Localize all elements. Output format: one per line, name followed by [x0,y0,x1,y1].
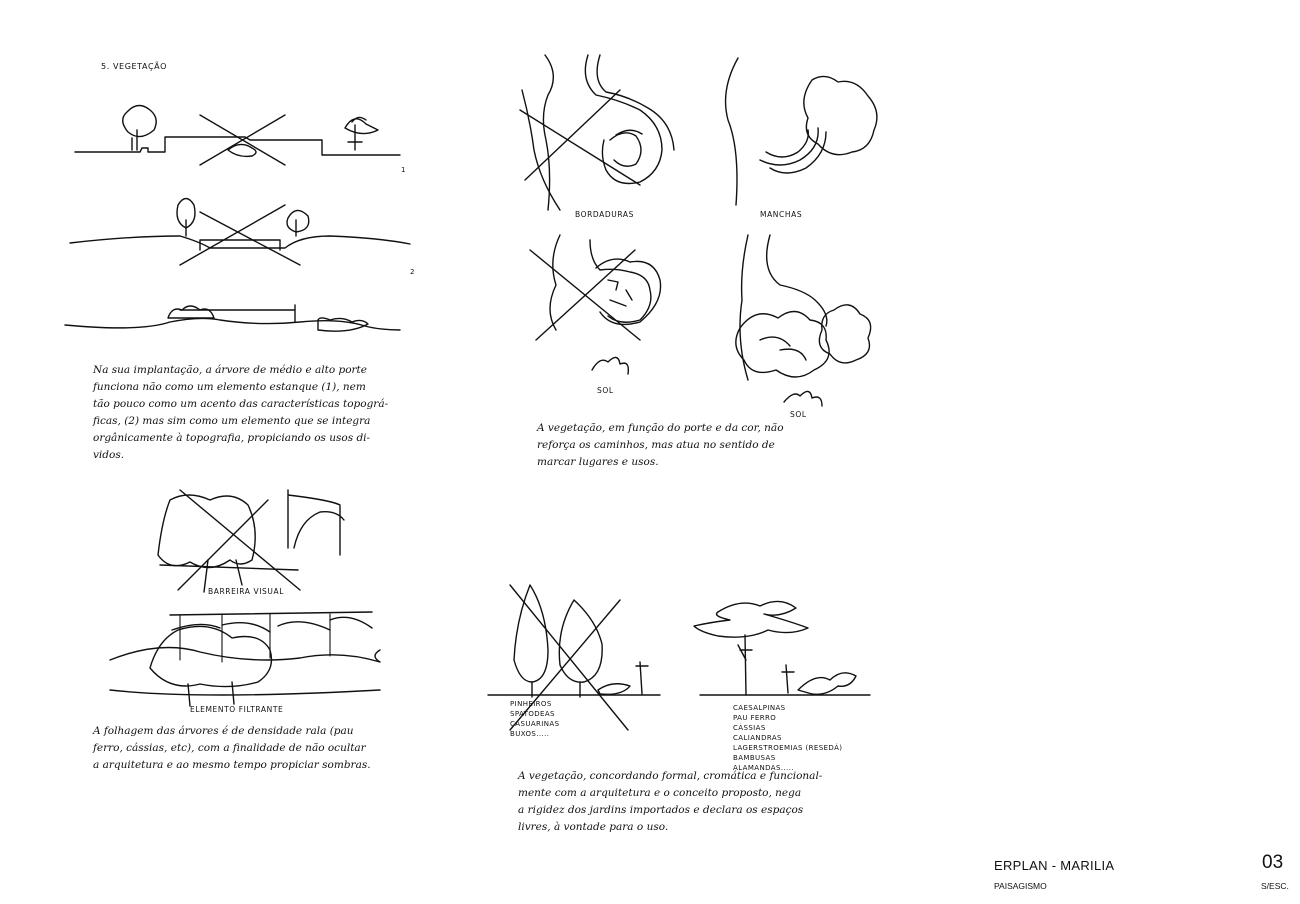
sketch-bordaduras [520,55,674,210]
species-item: PAU FERRO [733,714,777,722]
paragraph-line: livres, à vontade para o uso. [518,821,669,833]
paragraph-line: ficas, (2) mas sim como um elemento que se integra [93,415,371,427]
paragraph-folhagem [93,723,413,774]
label-barreira-visual: BARREIRA VISUAL [208,587,284,596]
sketch-mancha-rejected [530,235,661,374]
sketch-manchas [726,58,877,205]
paragraph-line: Na sua implantação, a árvore de médio e alto porte [93,364,367,376]
sheet-number: 03 [1262,852,1284,873]
label-manchas: MANCHAS [760,210,803,219]
species-item: ALAMANDAS..... [733,764,794,772]
mark-two: 2 [410,268,415,276]
sketch-terrain-cut-3 [65,305,400,331]
label-elemento-filtrante: ELEMENTO FILTRANTE [190,705,284,714]
sketch-terrain-cut-1 [75,105,400,165]
species-list-rejected [510,699,559,739]
paragraph-line: tão pouco como um acento das características topográ- [93,398,389,410]
species-item: CAESALPINAS [733,704,786,712]
species-item: SPATODEAS [510,710,555,718]
paragraph-line: a arquitetura e ao mesmo tempo propiciar sombras. [93,759,371,771]
sketch-caesalpinas [694,601,870,695]
species-item: BUXOS..... [510,730,550,738]
label-sol-left: SOL [597,386,614,395]
species-item: BAMBUSAS [733,754,776,762]
species-item: CASUARINAS [510,720,560,728]
sketch-terrain-cut-2 [70,199,410,266]
label-sol-right: SOL [790,410,807,419]
species-item: PINHEIROS [510,700,552,708]
paragraph-line: funciona não como um elemento estanque (1), nem [93,381,366,393]
mark-one: 1 [401,166,406,174]
paragraph-implantacao [93,362,433,464]
paragraph-line: reforça os caminhos, mas atua no sentido de [537,439,775,451]
paragraph-line: A vegetação, concordando formal, cromática e funcional- [518,770,823,782]
project-name: ERPLAN - MARILIA [994,858,1115,873]
section-title: 5. VEGETAÇÃO [101,62,167,71]
species-item: LAGERSTROEMIAS (RESEDÁ) [733,744,843,752]
sketch-barreira-visual [158,490,344,592]
species-item: CÁSSIAS [733,724,766,732]
project-subject: PAISAGISMO [994,881,1047,891]
paragraph-line: A vegetação, em função do porte e da cor, não [537,422,784,434]
paragraph-line: orgânicamente à topografia, propiciando os usos di- [93,432,371,444]
paragraph-line: marcar lugares e usos. [537,456,659,468]
paragraph-line: ferro, cássias, etc), com a finalidade de não ocultar [93,742,366,754]
paragraph-line: vidos. [93,449,125,461]
species-list-accepted [733,703,842,773]
paragraph-line: a rigidez dos jardins importados e declara os espaços [518,804,804,816]
paragraph-line: A folhagem das árvores é de densidade rala (pau [93,725,354,737]
sketch-manchas-sol [736,235,871,406]
sketch-elemento-filtrante [110,612,380,706]
paragraph-line: mente com a arquitetura e o conceito proposto, nega [518,787,802,799]
species-item: CALIANDRAS [733,734,782,742]
paragraph-conceito [518,768,863,836]
label-bordaduras: BORDADURAS [575,210,634,219]
sheet-scale: S/ESC. [1261,881,1289,891]
paragraph-caminhos [537,420,857,471]
